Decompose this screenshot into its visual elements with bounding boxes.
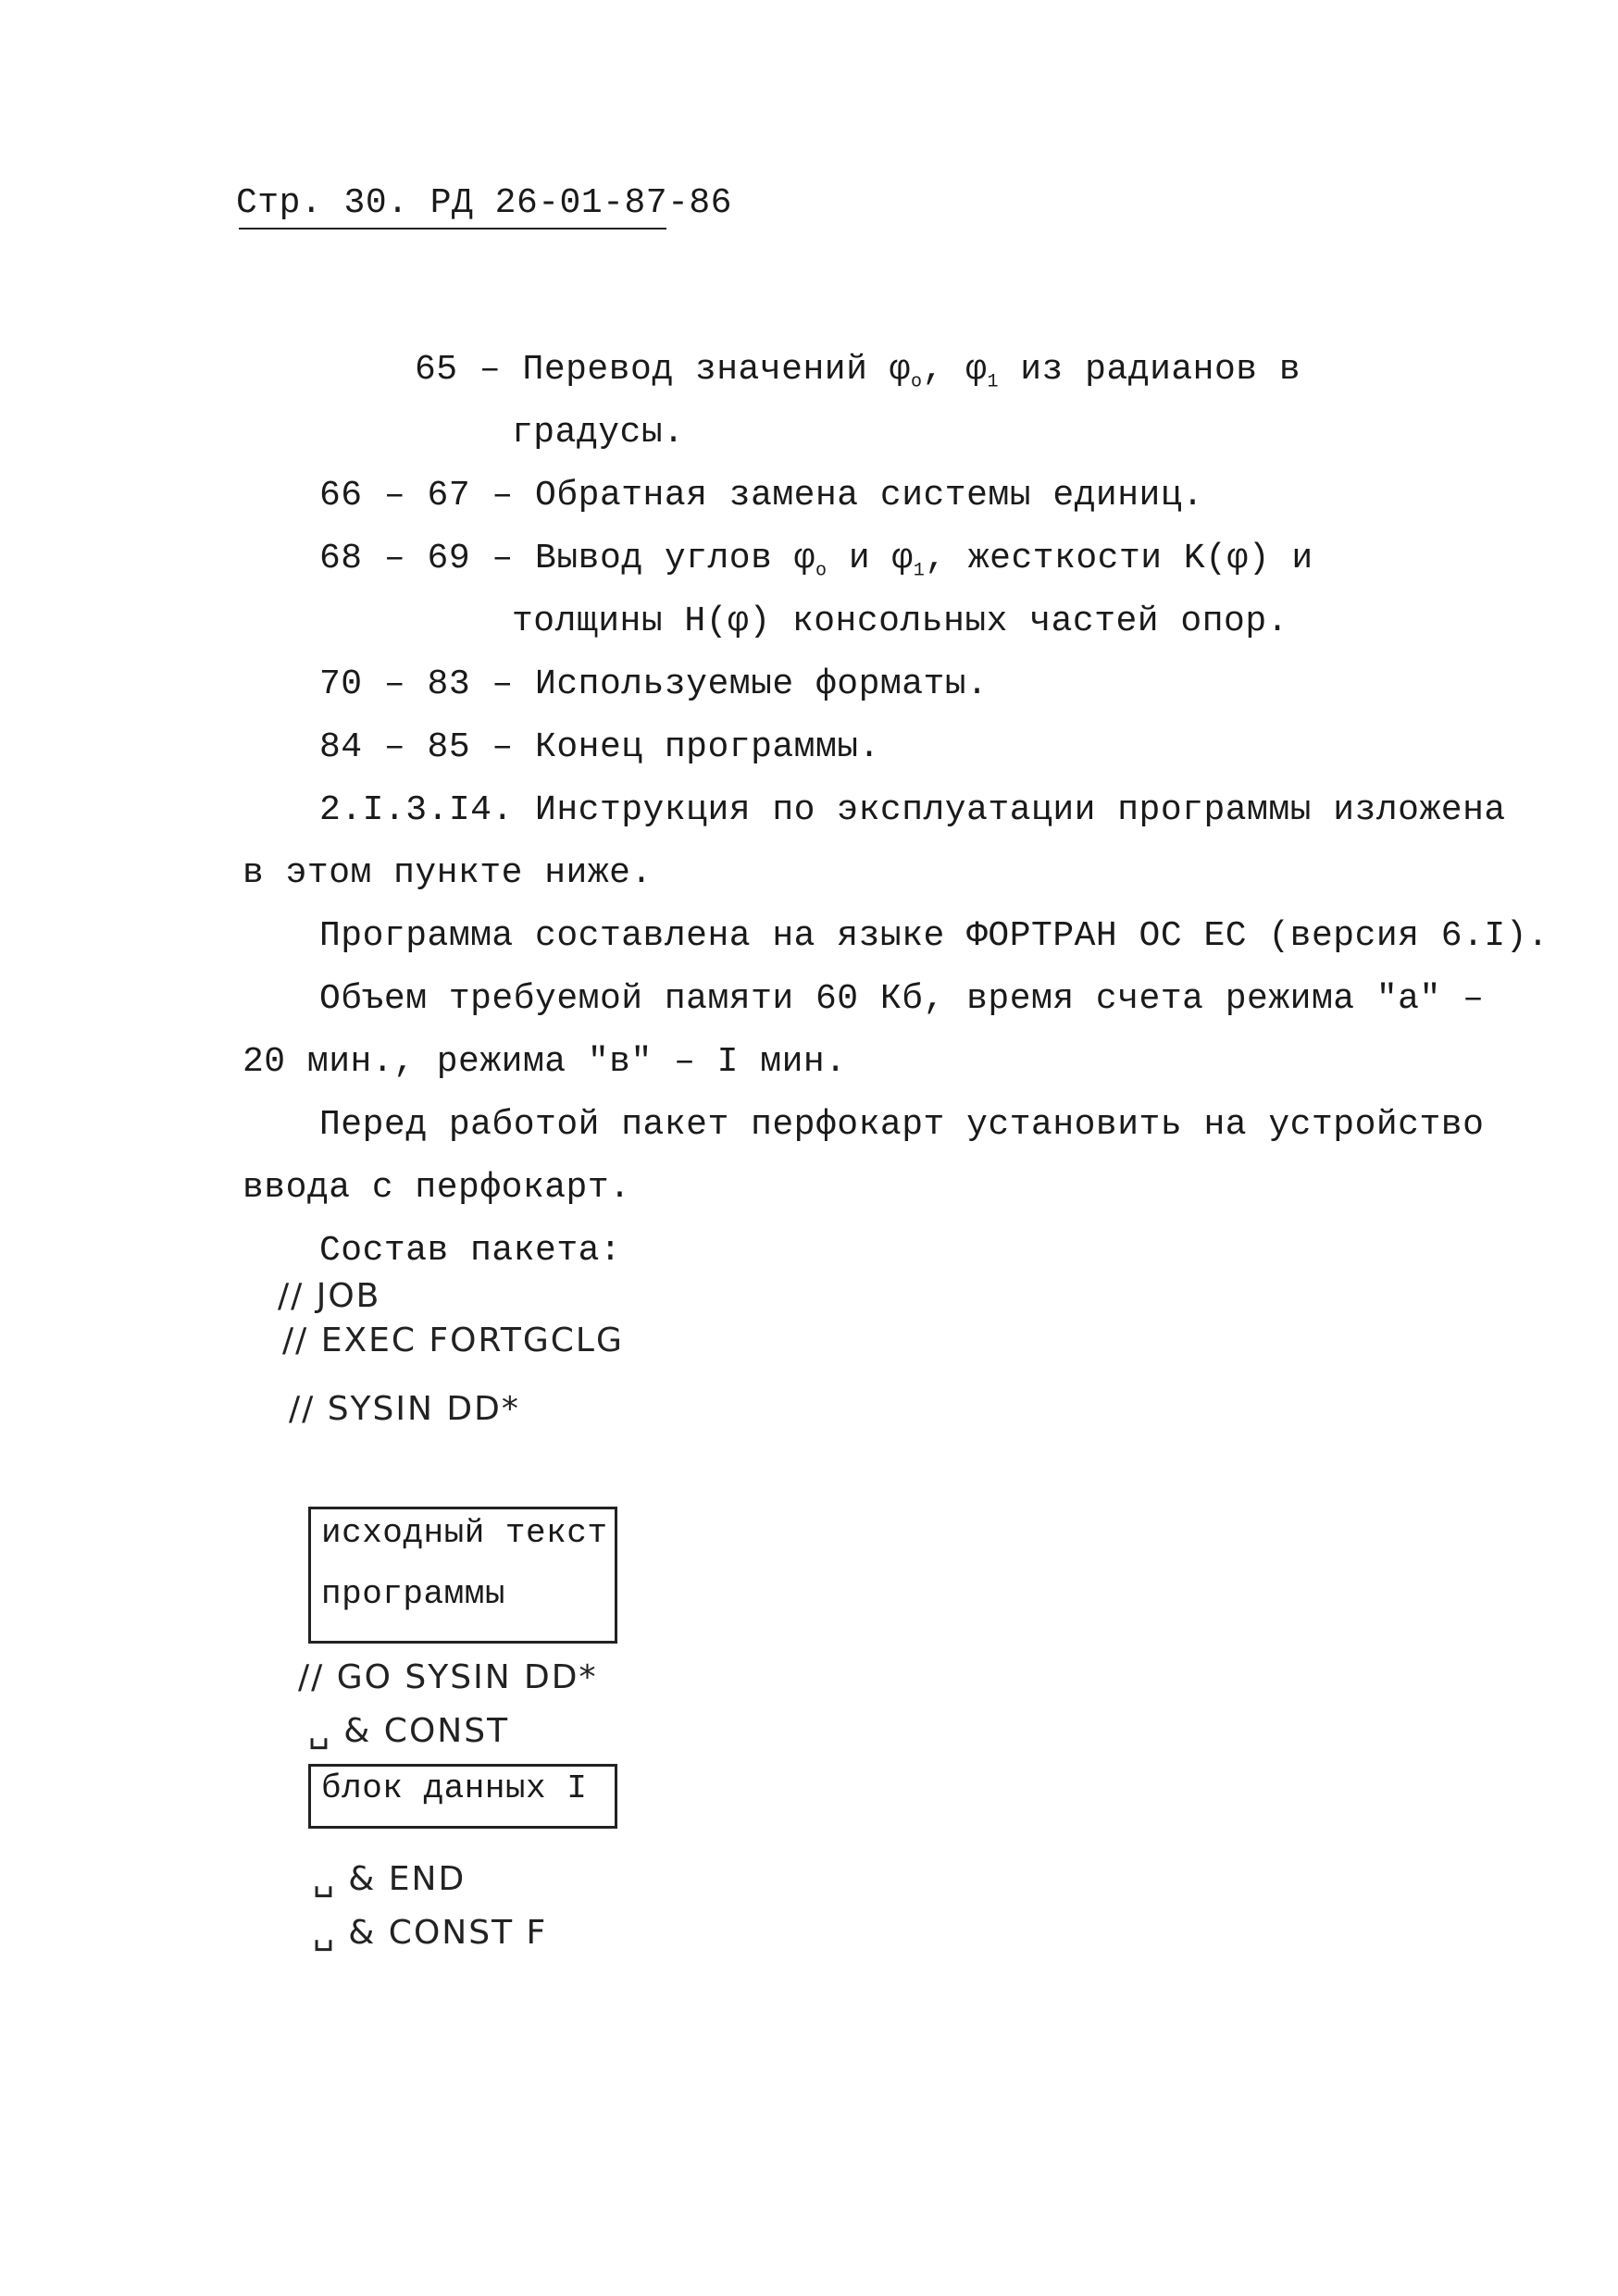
phi-subscript: o xyxy=(815,560,828,582)
code-sysin: // SYSIN DD* xyxy=(289,1390,520,1428)
source-text-label-cont: программы xyxy=(321,1575,505,1613)
code-exec: // EXEC FORTGCLG xyxy=(282,1322,624,1359)
paragraph-language: Программа составлена на языке ФОРТРАН ОС ЕС (версия 6.I). xyxy=(319,916,1550,956)
paragraph-memory-cont: 20 мин., режима "в" – I мин. xyxy=(243,1042,847,1082)
page-header: Стр. 30. РД 26-01-87-86 xyxy=(236,183,732,223)
list-item-70: 70 – 83 – Используемые форматы. xyxy=(319,664,989,704)
paragraph-setup-cont: ввода с перфокарт. xyxy=(243,1168,631,1208)
phi-subscript: 1 xyxy=(987,371,999,393)
code-const: ␣ & CONST xyxy=(308,1712,510,1750)
code-const-f: ␣ & CONST F xyxy=(313,1914,548,1952)
list-item-68 xyxy=(319,539,1313,582)
list-item-84: 84 – 85 – Конец программы. xyxy=(319,727,880,767)
code-job: // JOB xyxy=(278,1277,381,1315)
list-item-text: 65 – Перевод значений φ xyxy=(415,350,911,390)
paragraph-instruction: 2.I.3.I4. Инструкция по эксплуатации программы изложена xyxy=(319,790,1506,830)
list-item-65 xyxy=(415,350,1301,393)
source-text-label: исходный текст xyxy=(321,1514,608,1552)
paragraph-memory: Объем требуемой памяти 60 Кб, время счета режима "а" – xyxy=(319,979,1485,1019)
list-item-text: , жесткости K(φ) и xyxy=(925,539,1313,578)
code-end: ␣ & END xyxy=(313,1860,467,1898)
header-underline xyxy=(239,228,666,230)
list-item-text: и φ xyxy=(827,539,914,578)
list-item-text: из радианов в xyxy=(998,350,1301,390)
data-block-label: блок данных I xyxy=(321,1769,588,1807)
list-item-68-cont: толщины H(φ) консольных частей опор. xyxy=(512,602,1288,641)
list-item-65-cont: градусы. xyxy=(512,413,685,453)
list-item-text: , φ xyxy=(922,350,988,390)
list-item-66: 66 – 67 – Обратная замена системы единиц. xyxy=(319,476,1204,515)
phi-subscript: o xyxy=(911,371,923,393)
code-go-sysin: // GO SYSIN DD* xyxy=(298,1658,598,1696)
package-heading: Состав пакета: xyxy=(319,1231,622,1271)
paragraph-instruction-cont: в этом пункте ниже. xyxy=(243,853,653,893)
paragraph-setup: Перед работой пакет перфокарт установить на устройство xyxy=(319,1105,1485,1145)
list-item-text: 68 – 69 – Вывод углов φ xyxy=(319,539,815,578)
phi-subscript: 1 xyxy=(913,560,926,582)
